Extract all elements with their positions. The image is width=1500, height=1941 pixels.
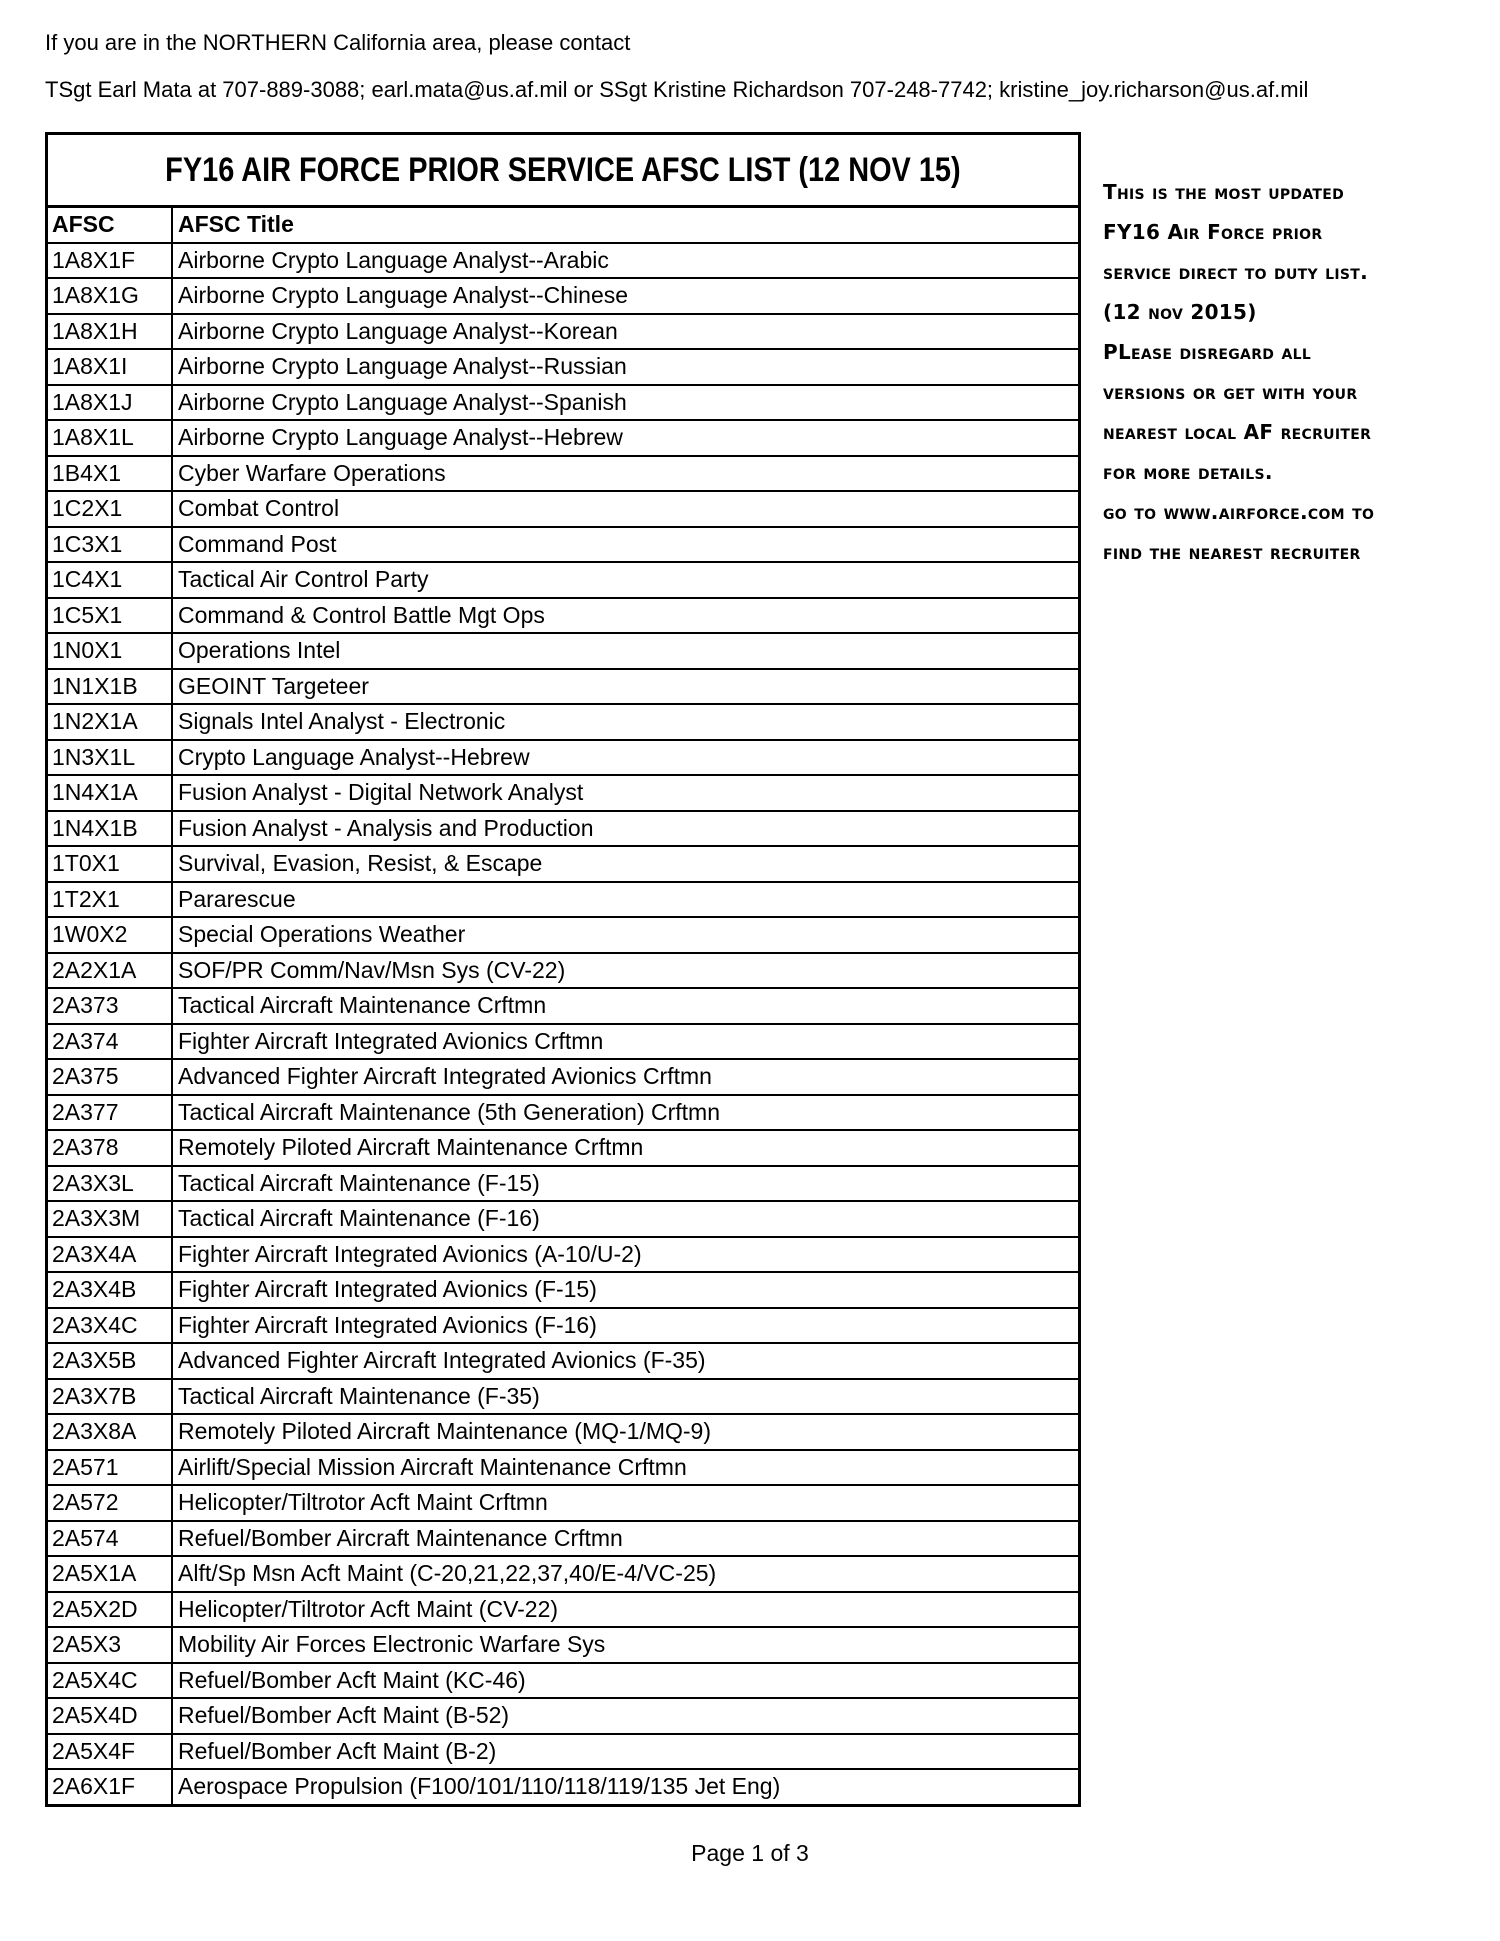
table-row [48,776,1078,812]
afsc-code: 2A3X4B [48,1273,173,1307]
table-row [48,1096,1078,1132]
table-row [48,1699,1078,1735]
table-row [48,386,1078,422]
notice-line: versions or get with your [1103,380,1358,404]
afsc-title: Tactical Aircraft Maintenance (F-16) [178,1205,540,1231]
afsc-title: Signals Intel Analyst - Electronic [178,708,506,734]
table-row [48,528,1078,564]
afsc-title: Fusion Analyst - Digital Network Analyst [178,779,584,805]
afsc-title: Airborne Crypto Language Analyst--Hebrew [178,424,623,450]
afsc-title: Airborne Crypto Language Analyst--Russian [178,353,627,379]
afsc-title: Alft/Sp Msn Acft Maint (C-20,21,22,37,40/E-4/VC-25) [178,1560,717,1586]
notice-line: This is the most updated [1103,180,1345,204]
afsc-code: 2A3X7B [48,1380,173,1414]
table-row [48,350,1078,386]
table-row [48,1593,1078,1629]
afsc-title: Refuel/Bomber Acft Maint (B-2) [178,1737,497,1764]
table-row [48,1415,1078,1451]
afsc-title: Airborne Crypto Language Analyst--Korean [178,317,618,344]
afsc-title: Advanced Fighter Aircraft Integrated Avionics Crftmn [178,1063,712,1089]
table-row [48,812,1078,848]
table-row [48,1380,1078,1416]
afsc-code: 2A572 [48,1486,173,1520]
table-row [48,1451,1078,1487]
notice-line: nearest local AF recruiter [1103,420,1372,444]
afsc-code: 2A571 [48,1451,173,1485]
notice-line: find the nearest recruiter [1103,540,1361,564]
afsc-code: 1N4X1A [48,776,173,810]
afsc-title: SOF/PR Comm/Nav/Msn Sys (CV-22) [178,956,566,983]
table-row [48,1167,1078,1203]
table-row [48,954,1078,990]
table-row [48,457,1078,493]
table-row [48,670,1078,706]
table-row [48,563,1078,599]
notice-line: for more details. [1103,460,1273,484]
afsc-title: Refuel/Bomber Acft Maint (B-52) [178,1702,510,1728]
table-row [48,1522,1078,1558]
notice-line: FY16 Air Force prior [1103,220,1323,244]
afsc-title: Operations Intel [178,637,341,663]
afsc-code: 2A6X1F [48,1770,173,1804]
afsc-code: 2A5X2D [48,1593,173,1627]
table-row [48,989,1078,1025]
afsc-title: Refuel/Bomber Aircraft Maintenance Crftmn [178,1524,623,1551]
afsc-code: 2A3X8A [48,1415,173,1449]
afsc-code: 2A5X1A [48,1557,173,1591]
afsc-title: Special Operations Weather [178,921,466,947]
afsc-title: Fighter Aircraft Integrated Avionics (F-16) [178,1311,597,1338]
afsc-title: Fusion Analyst - Analysis and Production [178,814,594,841]
afsc-code: 2A2X1A [48,954,173,988]
afsc-code: 1A8X1G [48,279,173,313]
table-row [48,634,1078,670]
header-afsc-title: AFSC Title [178,211,294,237]
afsc-code: 1A8X1L [48,421,173,455]
table-row [48,1557,1078,1593]
afsc-title: Tactical Aircraft Maintenance Crftmn [178,992,547,1018]
afsc-code: 2A3X3L [48,1167,173,1201]
table-row [48,1273,1078,1309]
afsc-title: Remotely Piloted Aircraft Maintenance Crftmn [178,1134,644,1160]
table-row [48,705,1078,741]
afsc-code: 1A8X1J [48,386,173,420]
afsc-title: Pararescue [178,885,296,912]
table-row [48,1202,1078,1238]
table-row [48,421,1078,457]
afsc-code: 2A5X4D [48,1699,173,1733]
header-afsc: AFSC [48,208,173,242]
table-title: FY16 AIR FORCE PRIOR SERVICE AFSC LIST (12 NOV 15) [165,150,961,189]
afsc-code: 1N1X1B [48,670,173,704]
afsc-code: 2A5X3 [48,1628,173,1662]
afsc-title: GEOINT Targeteer [178,672,369,699]
afsc-code: 2A3X3M [48,1202,173,1236]
page-number: Page 1 of 3 [691,1840,809,1866]
afsc-code: 1A8X1F [48,244,173,278]
afsc-code: 2A374 [48,1025,173,1059]
notice-line: service direct to duty list. [1103,260,1369,284]
afsc-code: 1C3X1 [48,528,173,562]
table-row [48,1131,1078,1167]
notice-line: go to www.airforce.com to [1103,500,1375,524]
table-row [48,279,1078,315]
afsc-code: 1C2X1 [48,492,173,526]
afsc-title: Tactical Aircraft Maintenance (F-15) [178,1169,540,1196]
afsc-code: 2A5X4F [48,1735,173,1769]
afsc-title: Helicopter/Tiltrotor Acft Maint Crftmn [178,1489,548,1515]
afsc-code: 1C4X1 [48,563,173,597]
afsc-code: 1B4X1 [48,457,173,491]
afsc-title: Fighter Aircraft Integrated Avionics Crftmn [178,1027,604,1054]
afsc-code: 1A8X1H [48,315,173,349]
table-row [48,1735,1078,1771]
afsc-title: Tactical Aircraft Maintenance (5th Generation) Crftmn [178,1098,721,1125]
afsc-code: 1T2X1 [48,883,173,917]
afsc-code: 1N0X1 [48,634,173,668]
afsc-code: 2A373 [48,989,173,1023]
afsc-code: 2A378 [48,1131,173,1165]
table-row [48,847,1078,883]
afsc-title: Command Post [178,530,337,557]
afsc-table [45,132,1081,1807]
afsc-title: Advanced Fighter Aircraft Integrated Avionics (F-35) [178,1347,706,1373]
afsc-title: Fighter Aircraft Integrated Avionics (A-10/U-2) [178,1240,642,1267]
contact-details: TSgt Earl Mata at 707-889-3088; earl.mata@us.af.mil or SSgt Kristine Richardson 707-248-7742; kristine_joy.richarson@us.af.mil [45,77,1309,102]
afsc-title: Airborne Crypto Language Analyst--Arabic [178,246,609,273]
notice-line: PLease disregard all [1103,340,1312,364]
table-row [48,918,1078,954]
table-row [48,599,1078,635]
afsc-title: Airborne Crypto Language Analyst--Chinese [178,282,629,308]
table-row [48,492,1078,528]
table-row [48,1664,1078,1700]
table-row [48,315,1078,351]
table-row [48,1344,1078,1380]
table-title-row [48,135,1078,208]
table-row [48,1238,1078,1274]
afsc-code: 1T0X1 [48,847,173,881]
afsc-title: Mobility Air Forces Electronic Warfare Sys [178,1631,606,1657]
afsc-code: 1N3X1L [48,741,173,775]
table-row [48,883,1078,919]
table-row [48,1060,1078,1096]
afsc-title: Tactical Air Control Party [178,566,429,592]
afsc-title: Command & Control Battle Mgt Ops [178,601,545,628]
afsc-code: 2A3X4C [48,1309,173,1343]
table-row [48,1486,1078,1522]
afsc-code: 1A8X1I [48,350,173,384]
table-row [48,1770,1078,1804]
afsc-title: Cyber Warfare Operations [178,459,446,486]
contact-intro: If you are in the NORTHERN California area, please contact [45,30,631,55]
afsc-title: Airborne Crypto Language Analyst--Spanish [178,388,627,415]
afsc-code: 1C5X1 [48,599,173,633]
afsc-title: Survival, Evasion, Resist, & Escape [178,850,543,876]
update-notice [1103,172,1500,572]
afsc-code: 2A377 [48,1096,173,1130]
table-row [48,1628,1078,1664]
table-row [48,1309,1078,1345]
afsc-title: Remotely Piloted Aircraft Maintenance (MQ-1/MQ-9) [178,1418,712,1444]
afsc-code: 2A375 [48,1060,173,1094]
afsc-title: Airlift/Special Mission Aircraft Maintenance Crftmn [178,1453,687,1480]
afsc-code: 1N4X1B [48,812,173,846]
table-row [48,244,1078,280]
afsc-title: Fighter Aircraft Integrated Avionics (F-15) [178,1276,597,1302]
afsc-code: 2A3X4A [48,1238,173,1272]
table-row [48,741,1078,777]
afsc-code: 1N2X1A [48,705,173,739]
notice-line: (12 nov 2015) [1103,300,1257,324]
afsc-title: Crypto Language Analyst--Hebrew [178,743,530,770]
table-row [48,1025,1078,1061]
afsc-code: 2A574 [48,1522,173,1556]
afsc-code: 2A3X5B [48,1344,173,1378]
afsc-title: Helicopter/Tiltrotor Acft Maint (CV-22) [178,1595,559,1622]
afsc-code: 2A5X4C [48,1664,173,1698]
table-header-row [48,208,1078,244]
afsc-title: Tactical Aircraft Maintenance (F-35) [178,1382,540,1409]
afsc-title: Refuel/Bomber Acft Maint (KC-46) [178,1666,526,1693]
afsc-title: Aerospace Propulsion (F100/101/110/118/119/135 Jet Eng) [178,1773,781,1799]
afsc-title: Combat Control [178,495,340,521]
afsc-code: 1W0X2 [48,918,173,952]
